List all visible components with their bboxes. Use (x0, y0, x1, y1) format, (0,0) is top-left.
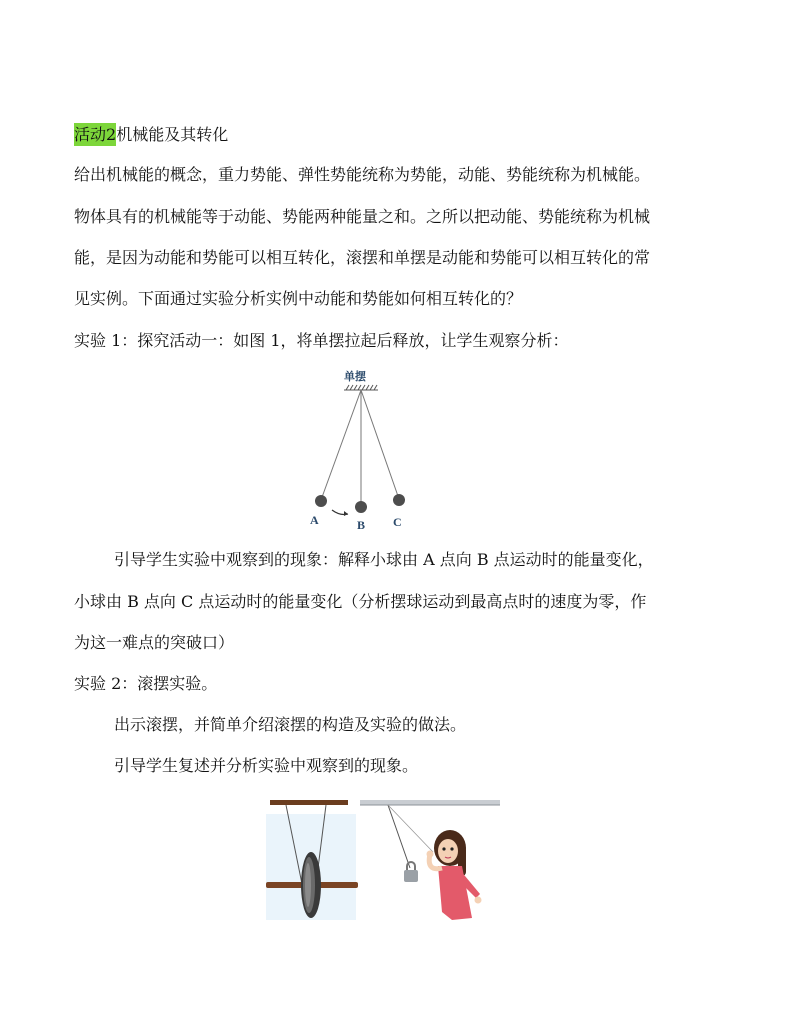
paragraph-line: 给出机械能的概念，重力势能、弹性势能统称为势能，动能、势能统称为机械能。 (74, 165, 651, 184)
guide-line: 为这一难点的突破口） (74, 633, 235, 652)
ball-c (393, 494, 405, 506)
girl-pendulum-figure (360, 796, 502, 926)
ball-b (355, 501, 367, 513)
step-line: 出示滚摆，并简单介绍滚摆的构造及实验的做法。 (114, 715, 467, 734)
point-a-label: A (310, 513, 319, 527)
section-heading (74, 124, 228, 146)
point-b-label: B (357, 518, 366, 532)
girl-illustration (427, 830, 482, 920)
ball-a (315, 495, 327, 507)
top-bar (270, 800, 348, 805)
string-c (361, 390, 399, 499)
guide-line: 小球由 B 点向 C 点运动时的能量变化（分析摆球运动到最高点时的速度为零，作 (74, 592, 647, 611)
guide-line: 引导学生实验中观察到的现象：解释小球由 A 点向 B 点运动时的能量变化， (114, 550, 654, 569)
maxwell-wheel-figure (262, 796, 362, 926)
paragraph-line: 见实例。下面通过实验分析实例中动能和势能如何相互转化的？ (74, 289, 523, 308)
lock-icon (404, 862, 418, 882)
pendulum-figure (300, 364, 420, 534)
pendulum-string (388, 805, 410, 868)
heading-title: 机械能及其转化 (116, 125, 229, 144)
point-c-label: C (393, 515, 402, 529)
string-a (321, 390, 361, 500)
paragraph-line: 物体具有的机械能等于动能、势能两种能量之和。之所以把动能、势能统称为机械 (74, 207, 651, 226)
experiment1-text: 实验 1：探究活动一：如图 1，将单摆拉起后释放，让学生观察分析： (74, 331, 569, 350)
step-line: 引导学生复述并分析实验中观察到的现象。 (114, 756, 419, 775)
figure-label: 单摆 (344, 371, 366, 383)
heading-highlight: 活动2 (74, 125, 117, 144)
ceiling-bar (360, 800, 500, 805)
paragraph-line: 能，是因为动能和势能可以相互转化，滚摆和单摆是动能和势能可以相互转化的常 (74, 248, 651, 267)
experiment2-text: 实验 2：滚摆实验。 (74, 674, 218, 693)
ceiling-hatch (344, 385, 378, 390)
